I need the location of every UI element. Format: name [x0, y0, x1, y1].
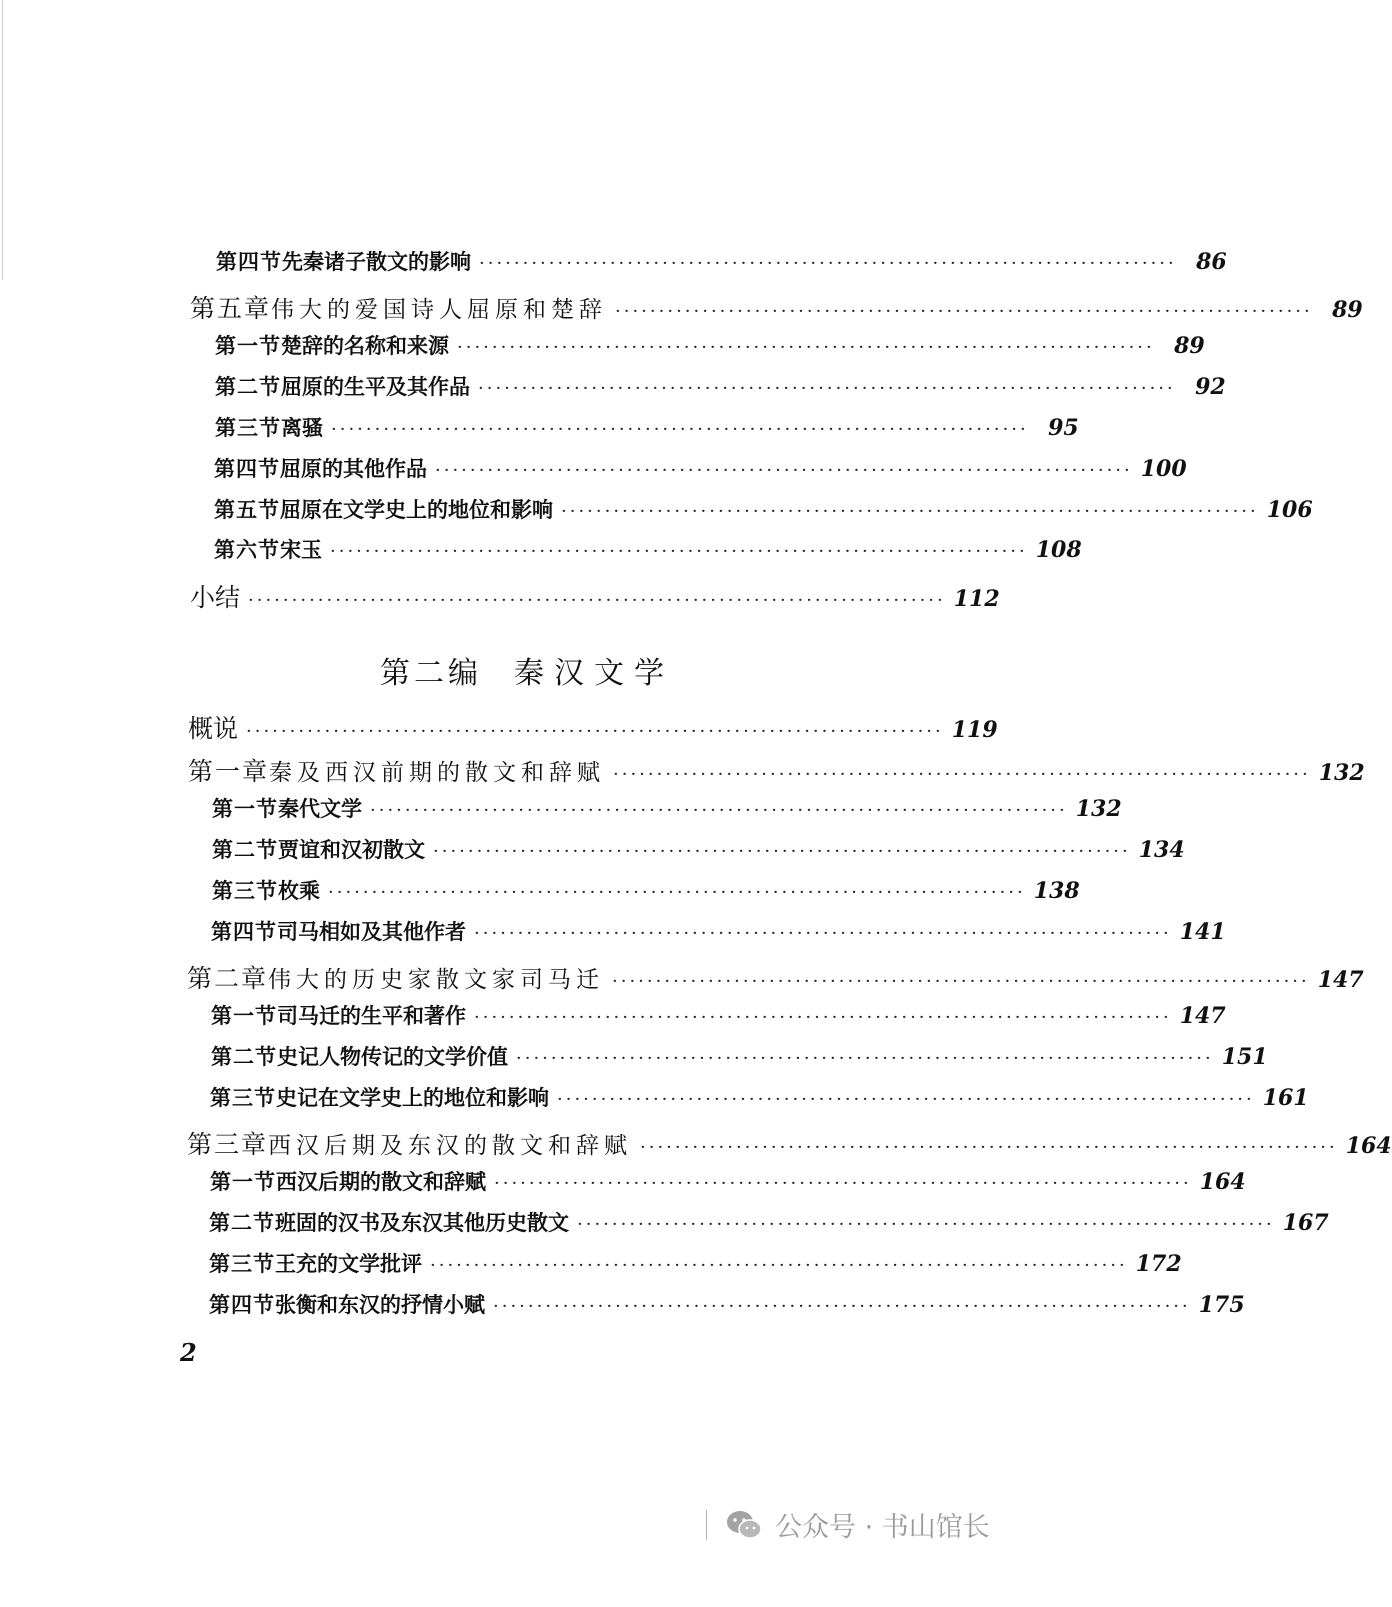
- toc-entry-page: 138: [1033, 878, 1080, 904]
- toc-entry-page: 95: [1048, 415, 1079, 441]
- toc-entry-number: 第二节: [209, 1210, 275, 1235]
- toc-entry-title: 枚乘: [278, 878, 320, 903]
- toc-entry-title: 屈原的其他作品: [280, 456, 427, 481]
- toc-section-entry: [212, 834, 1185, 864]
- toc-entry-number: 第一节: [215, 333, 281, 358]
- toc-entry-number: 第二节: [211, 1044, 277, 1069]
- toc-chapter-entry: [190, 289, 1363, 325]
- toc-entry: [190, 578, 1000, 614]
- dot-leader: ················································································: [561, 501, 1259, 522]
- dot-leader: ················································································: [246, 721, 944, 742]
- dot-leader: ················································································: [474, 1007, 1172, 1028]
- toc-entry-page: 147: [1317, 967, 1364, 993]
- dot-leader: ················································································: [370, 800, 1068, 821]
- toc-section-entry: [212, 875, 1080, 905]
- toc-entry-title: 先秦诸子散文的影响: [282, 249, 471, 274]
- toc-entry-page: 100: [1140, 456, 1187, 482]
- toc-entry-page: 119: [951, 717, 998, 743]
- toc-entry-title: 伟大的爱国诗人屈原和楚辞: [271, 297, 608, 323]
- toc-entry-number: 第六节: [214, 537, 280, 562]
- toc-section-entry: [212, 793, 1122, 823]
- toc-entry-title: 班固的汉书及东汉其他历史散文: [275, 1210, 569, 1235]
- toc-chapter-entry: [187, 959, 1364, 995]
- toc-section-entry: [215, 412, 1079, 442]
- part-number: 第二编: [380, 656, 482, 691]
- toc-entry-page: 151: [1221, 1044, 1268, 1070]
- dot-leader: ················································································: [479, 253, 1177, 274]
- toc-section-entry: [210, 1166, 1246, 1196]
- toc-section-entry: [216, 246, 1227, 276]
- toc-entry-page: 134: [1138, 837, 1185, 863]
- toc-entry-number: 第五节: [214, 497, 280, 522]
- toc-entry-title: 小结: [190, 583, 241, 612]
- toc-entry-number: 第三节: [215, 415, 281, 440]
- toc-entry-title: 屈原在文学史上的地位和影响: [280, 497, 553, 522]
- toc-entry-number: 第四节: [211, 919, 277, 944]
- dot-leader: ················································································: [433, 841, 1131, 862]
- toc-entry-number: 第一节: [211, 1003, 277, 1028]
- toc-entry-number: 第三章: [187, 1130, 269, 1159]
- toc-entry-page: 164: [1199, 1169, 1246, 1195]
- toc-chapter-entry: [187, 1125, 1392, 1161]
- toc-entry-title: 张衡和东汉的抒情小赋: [275, 1292, 485, 1317]
- part-name: 秦汉文学: [514, 656, 674, 691]
- toc-entry-number: 第三节: [209, 1251, 275, 1276]
- dot-leader: ················································································: [474, 923, 1172, 944]
- toc-entry-title: 秦及西汉前期的散文和辞赋: [269, 760, 606, 786]
- toc-section-entry: [211, 1000, 1226, 1030]
- toc-section-entry: [215, 330, 1205, 360]
- toc-entry-title: 秦代文学: [278, 796, 362, 821]
- toc-entry-title: 楚辞的名称和来源: [281, 333, 449, 358]
- toc-section-entry: [209, 1207, 1329, 1237]
- toc-entry-number: 第三节: [212, 878, 278, 903]
- toc-entry-page: 106: [1266, 497, 1313, 523]
- dot-leader: ················································································: [330, 541, 1028, 562]
- toc-entry-page: 141: [1179, 919, 1226, 945]
- toc-entry-number: 第四节: [209, 1292, 275, 1317]
- toc-entry-title: 贾谊和汉初散文: [278, 837, 425, 862]
- watermark-text: 公众号 · 书山馆长: [775, 1512, 990, 1543]
- wechat-icon: [725, 1509, 763, 1541]
- dot-leader: ················································································: [493, 1296, 1191, 1317]
- dot-leader: ················································································: [640, 1137, 1338, 1158]
- toc-entry-number: 第二章: [187, 964, 269, 993]
- toc-section-entry: [214, 534, 1082, 564]
- toc-entry-page: 161: [1262, 1085, 1309, 1111]
- toc-entry-page: 164: [1345, 1133, 1392, 1159]
- toc-section-entry: [210, 1082, 1309, 1112]
- toc-entry-title: 王充的文学批评: [275, 1251, 422, 1276]
- toc-section-entry: [209, 1289, 1245, 1319]
- toc-entry-page: 175: [1198, 1292, 1245, 1318]
- toc-entry-number: 第三节: [210, 1085, 276, 1110]
- page-edge-line: [2, 0, 3, 280]
- page-number: 2: [180, 1338, 197, 1367]
- toc-entry-title: 概说: [188, 714, 239, 743]
- toc-entry-title: 离骚: [281, 415, 323, 440]
- toc-entry-page: 112: [953, 586, 1000, 612]
- dot-leader: ················································································: [494, 1173, 1192, 1194]
- toc-entry-number: 第四节: [214, 456, 280, 481]
- toc-entry-number: 第四节: [216, 249, 282, 274]
- toc-entry-title: 伟大的历史家散文家司马迁: [268, 967, 605, 993]
- dot-leader: ················································································: [478, 378, 1176, 399]
- dot-leader: ················································································: [615, 301, 1313, 322]
- dot-leader: ················································································: [557, 1089, 1255, 1110]
- toc-entry-page: 108: [1035, 537, 1082, 563]
- dot-leader: ················································································: [613, 764, 1311, 785]
- toc-entry-page: 167: [1282, 1210, 1329, 1236]
- toc-chapter-entry: [188, 752, 1365, 788]
- toc-entry-number: 第一节: [212, 796, 278, 821]
- toc-section-entry: [211, 916, 1226, 946]
- toc-entry-number: 第二节: [212, 837, 278, 862]
- toc-entry-page: 147: [1179, 1003, 1226, 1029]
- dot-leader: ················································································: [248, 590, 946, 611]
- toc-entry-number: 第一章: [188, 757, 270, 786]
- toc-entry-page: 132: [1075, 796, 1122, 822]
- toc-entry-number: 第一节: [210, 1169, 276, 1194]
- toc-section-entry: [214, 453, 1187, 483]
- part-heading: [380, 648, 674, 692]
- dot-leader: ················································································: [577, 1214, 1275, 1235]
- watermark-divider: [706, 1510, 707, 1540]
- toc-entry-number: 第二节: [215, 374, 281, 399]
- dot-leader: ················································································: [516, 1048, 1214, 1069]
- toc-section-entry: [211, 1041, 1268, 1071]
- toc-entry: [188, 709, 998, 745]
- toc-entry-title: 史记在文学史上的地位和影响: [276, 1085, 549, 1110]
- toc-entry-title: 西汉后期的散文和辞赋: [276, 1169, 486, 1194]
- dot-leader: ················································································: [331, 419, 1029, 440]
- toc-entry-title: 西汉后期及东汉的散文和辞赋: [268, 1133, 633, 1159]
- watermark: [706, 1505, 990, 1544]
- toc-entry-title: 司马相如及其他作者: [277, 919, 466, 944]
- toc-section-entry: [215, 371, 1226, 401]
- dot-leader: ················································································: [612, 971, 1310, 992]
- dot-leader: ················································································: [435, 460, 1133, 481]
- toc-entry-page: 89: [1174, 333, 1205, 359]
- toc-entry-page: 132: [1318, 760, 1365, 786]
- dot-leader: ················································································: [457, 337, 1155, 358]
- toc-entry-page: 86: [1196, 249, 1227, 275]
- toc-entry-page: 89: [1332, 297, 1363, 323]
- toc-entry-number: 第五章: [190, 294, 272, 323]
- toc-section-entry: [214, 494, 1313, 524]
- toc-entry-title: 屈原的生平及其作品: [281, 374, 470, 399]
- toc-section-entry: [209, 1248, 1182, 1278]
- toc-entry-title: 宋玉: [280, 537, 322, 562]
- toc-entry-page: 172: [1135, 1251, 1182, 1277]
- toc-entry-title: 司马迁的生平和著作: [277, 1003, 466, 1028]
- dot-leader: ················································································: [430, 1255, 1128, 1276]
- dot-leader: ················································································: [328, 882, 1026, 903]
- toc-entry-page: 92: [1195, 374, 1226, 400]
- toc-entry-title: 史记人物传记的文学价值: [277, 1044, 508, 1069]
